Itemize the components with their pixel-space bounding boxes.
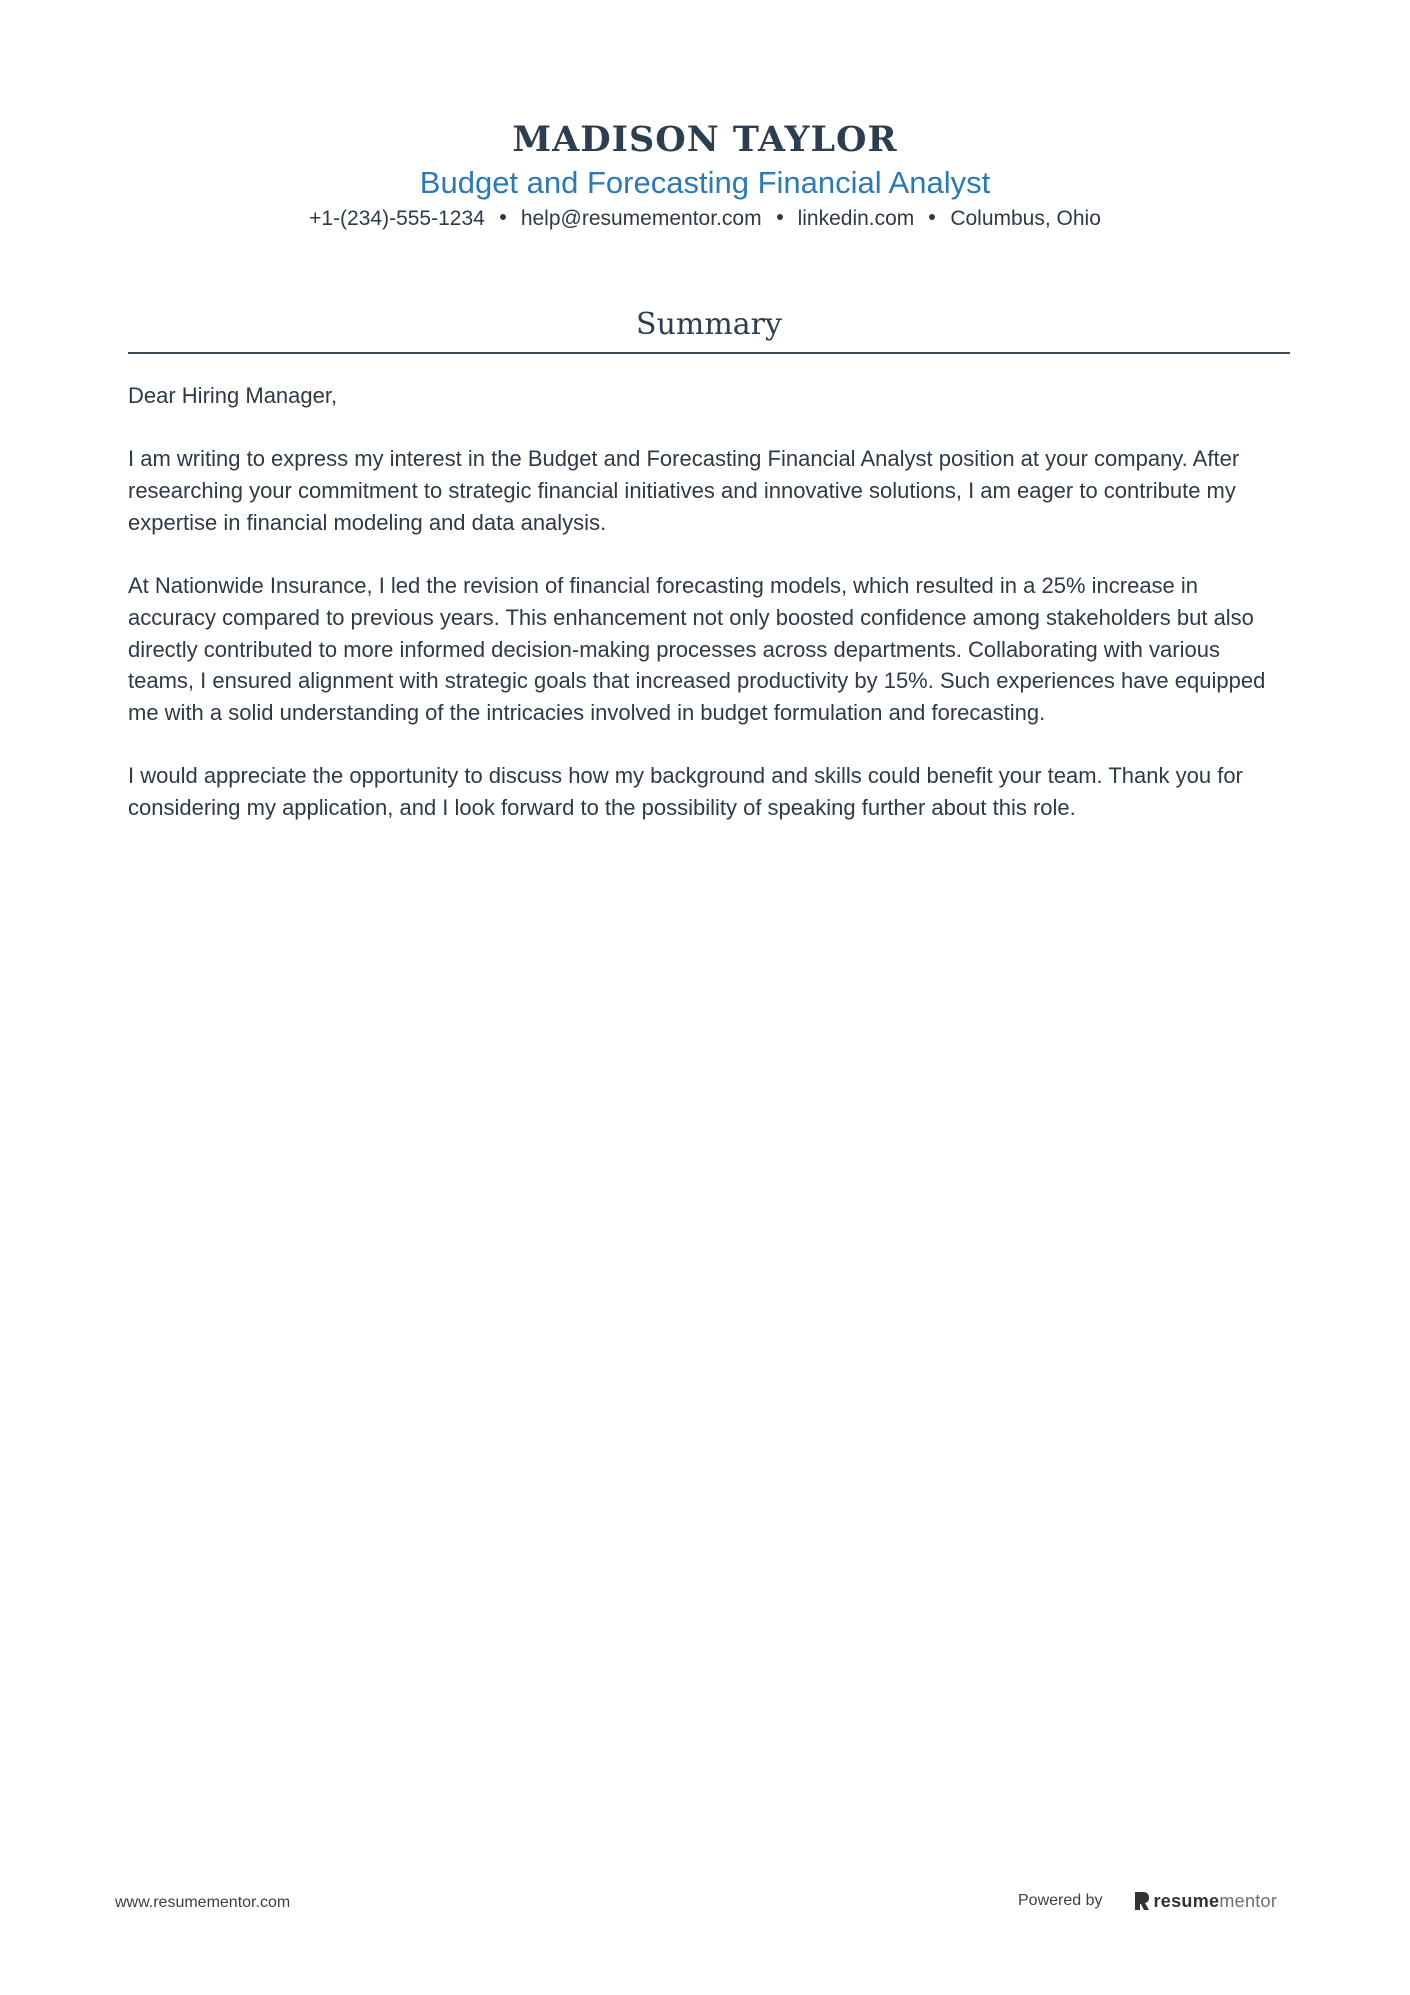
letter-paragraph: I would appreciate the opportunity to discuss how my background and skills could benefit your team. Thank you for considering my application, and I look forward to the possibility of speaking further about this role. (128, 763, 1243, 821)
section-divider (128, 352, 1290, 354)
letter-paragraph: I am writing to express my interest in the Budget and Forecasting Financial Analyst position at your company. After researching your commitment to strategic financial initiatives and innovative solutions, I am eager to contribute my expertise in financial modeling and data analysis. (128, 446, 1240, 535)
cover-letter-body (128, 380, 1290, 855)
bullet-separator-icon (777, 214, 783, 220)
footer-website-link[interactable]: www.resumementor.com (115, 1894, 291, 1911)
footer-branding (1018, 1890, 1277, 1912)
contact-email[interactable]: help@resumementor.com (520, 207, 762, 230)
bullet-separator-icon (500, 214, 506, 220)
section-title-summary: Summary (636, 307, 782, 342)
contact-phone: +1-(234)-555-1234 (309, 207, 485, 230)
letter-paragraph: At Nationwide Insurance, I led the revision of financial forecasting models, which resulted in a 25% increase in accuracy compared to previous years. This enhancement not only boosted confidence among stakeholders but also directly contributed to more informed decision-making processes across departments. Collaborating with various teams, I ensured alignment with strategic goals that increased productivity by 15%. Such experiences have equipped me with a solid understanding of the intricacies involved in budget formulation and forecasting. (128, 573, 1266, 725)
bullet-separator-icon (929, 214, 935, 220)
job-title: Budget and Forecasting Financial Analyst (419, 165, 991, 200)
powered-by-label: Powered by (1018, 1892, 1103, 1909)
candidate-name: MADISON TAYLOR (512, 119, 898, 160)
contact-location: Columbus, Ohio (950, 207, 1101, 230)
brand-logo-text[interactable]: resumementor (1153, 1890, 1278, 1911)
contact-linkedin[interactable]: linkedin.com (797, 207, 915, 230)
resume-header (0, 116, 1410, 234)
resumementor-logo-icon (1133, 1890, 1151, 1912)
contact-line (0, 204, 1410, 234)
letter-salutation: Dear Hiring Manager, (128, 383, 338, 408)
